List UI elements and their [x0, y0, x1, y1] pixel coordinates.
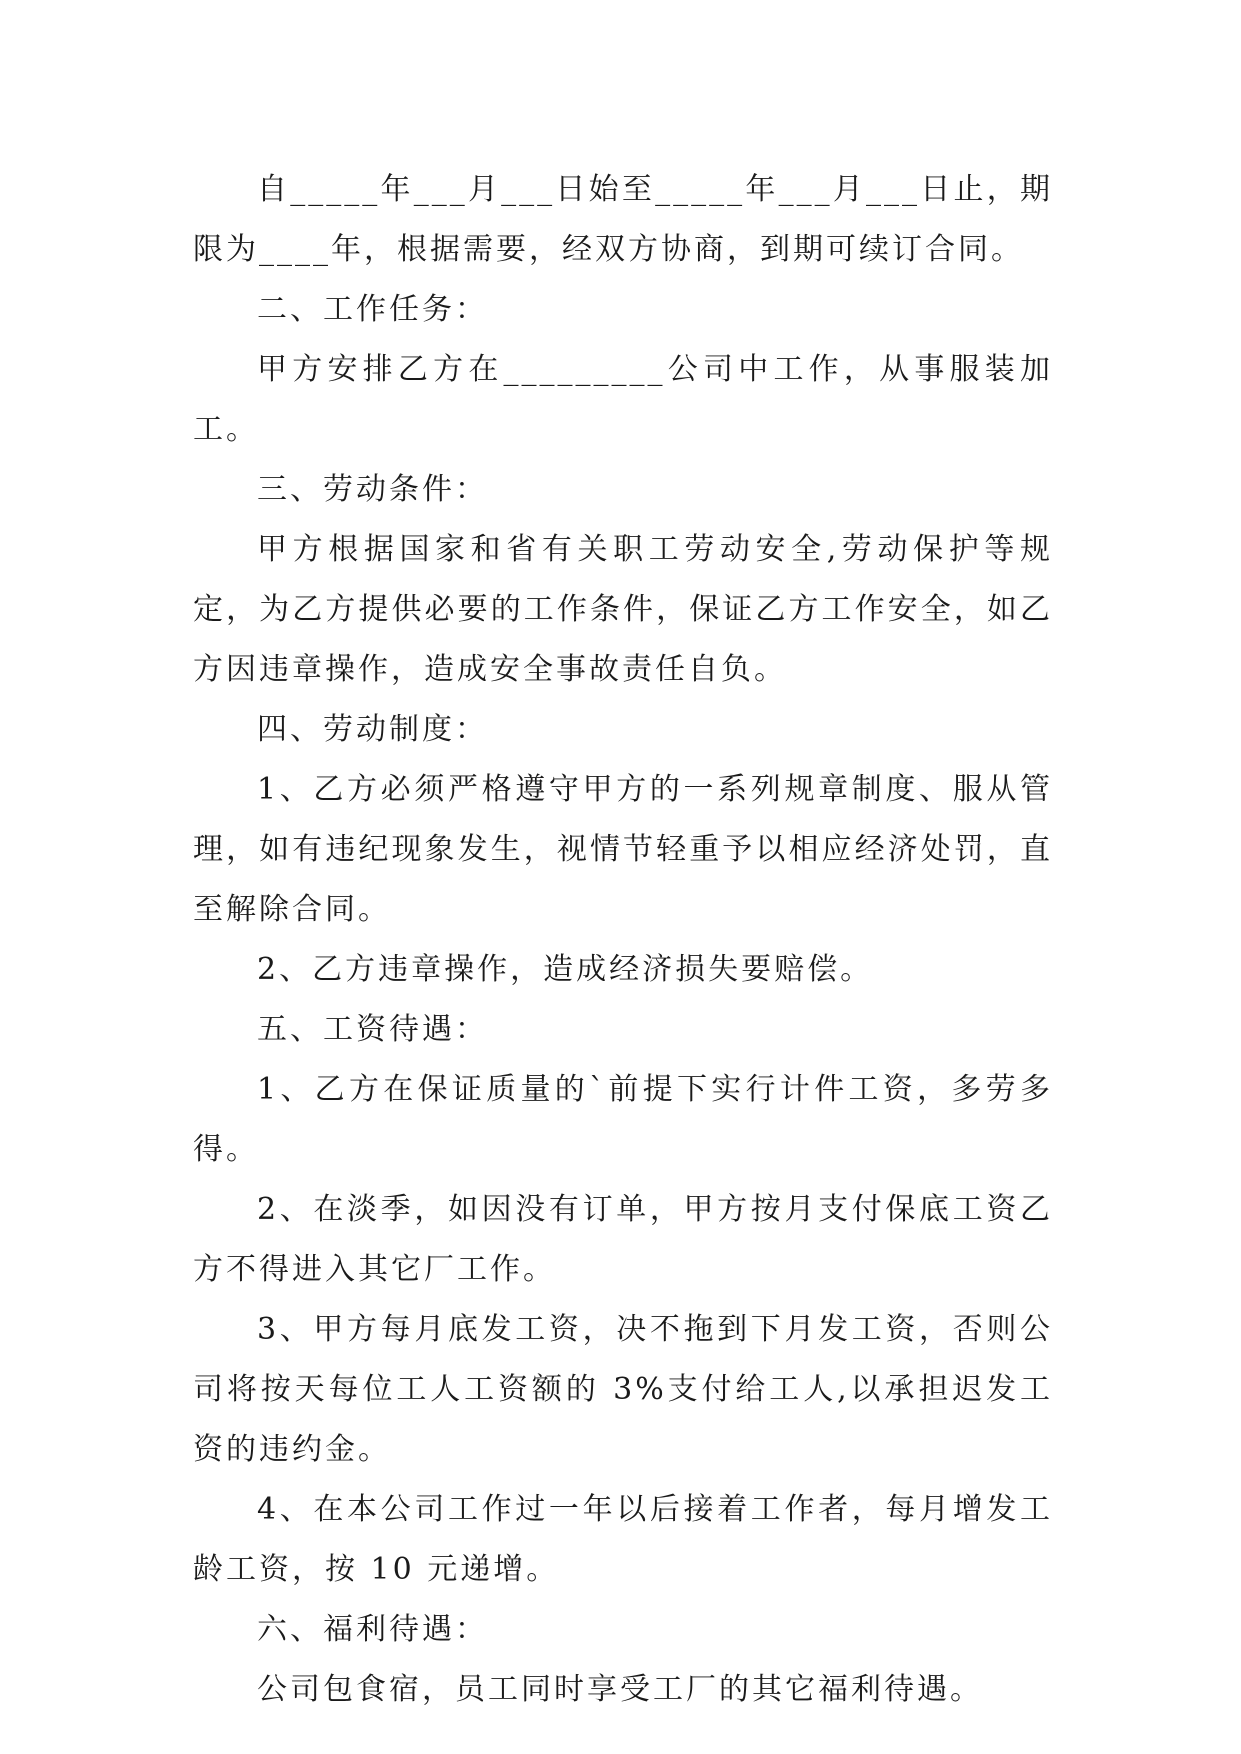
contract-body — [193, 160, 1053, 1720]
paragraph-wages-2: 2、在淡季，如因没有订单，甲方按月支付保底工资乙方不得进入其它厂工作。 — [193, 1192, 1053, 1287]
paragraph-labor-system-1: 1、乙方必须严格遵守甲方的一系列规章制度、服从管理，如有违纪现象发生，视情节轻重予以相应经济处罚，直至解除合同。 — [193, 772, 1053, 927]
paragraph-labor-system-2: 2、乙方违章操作，造成经济损失要赔偿。 — [257, 952, 874, 987]
heading-work-task: 二、工作任务： — [257, 292, 488, 327]
paragraph-wages-3: 3、甲方每月底发工资，决不拖到下月发工资，否则公司将按天每位工人工资额的 3%支付给工人,以承担迟发工资的违约金。 — [193, 1312, 1053, 1467]
paragraph-wages-4: 4、在本公司工作过一年以后接着工作者，每月增发工龄工资，按 10 元递增。 — [193, 1492, 1053, 1587]
paragraph-term: 自_____年___月___日始至_____年___月___日止，期限为____年，根据需要，经双方协商，到期可续订合同。 — [193, 172, 1053, 267]
paragraph-benefits: 公司包食宿，员工同时享受工厂的其它福利待遇。 — [257, 1672, 983, 1707]
paragraph-labor-conditions: 甲方根据国家和省有关职工劳动安全,劳动保护等规定，为乙方提供必要的工作条件，保证乙方工作安全，如乙方因违章操作，造成安全事故责任自负。 — [193, 532, 1053, 687]
heading-wages: 五、工资待遇： — [257, 1012, 488, 1047]
heading-labor-conditions: 三、劳动条件： — [257, 472, 488, 507]
heading-benefits: 六、福利待遇： — [257, 1612, 488, 1647]
paragraph-work-task: 甲方安排乙方在_________公司中工作，从事服装加工。 — [193, 352, 1053, 447]
paragraph-wages-1: 1、乙方在保证质量的`前提下实行计件工资，多劳多得。 — [193, 1072, 1053, 1167]
heading-labor-system: 四、劳动制度： — [257, 712, 488, 747]
